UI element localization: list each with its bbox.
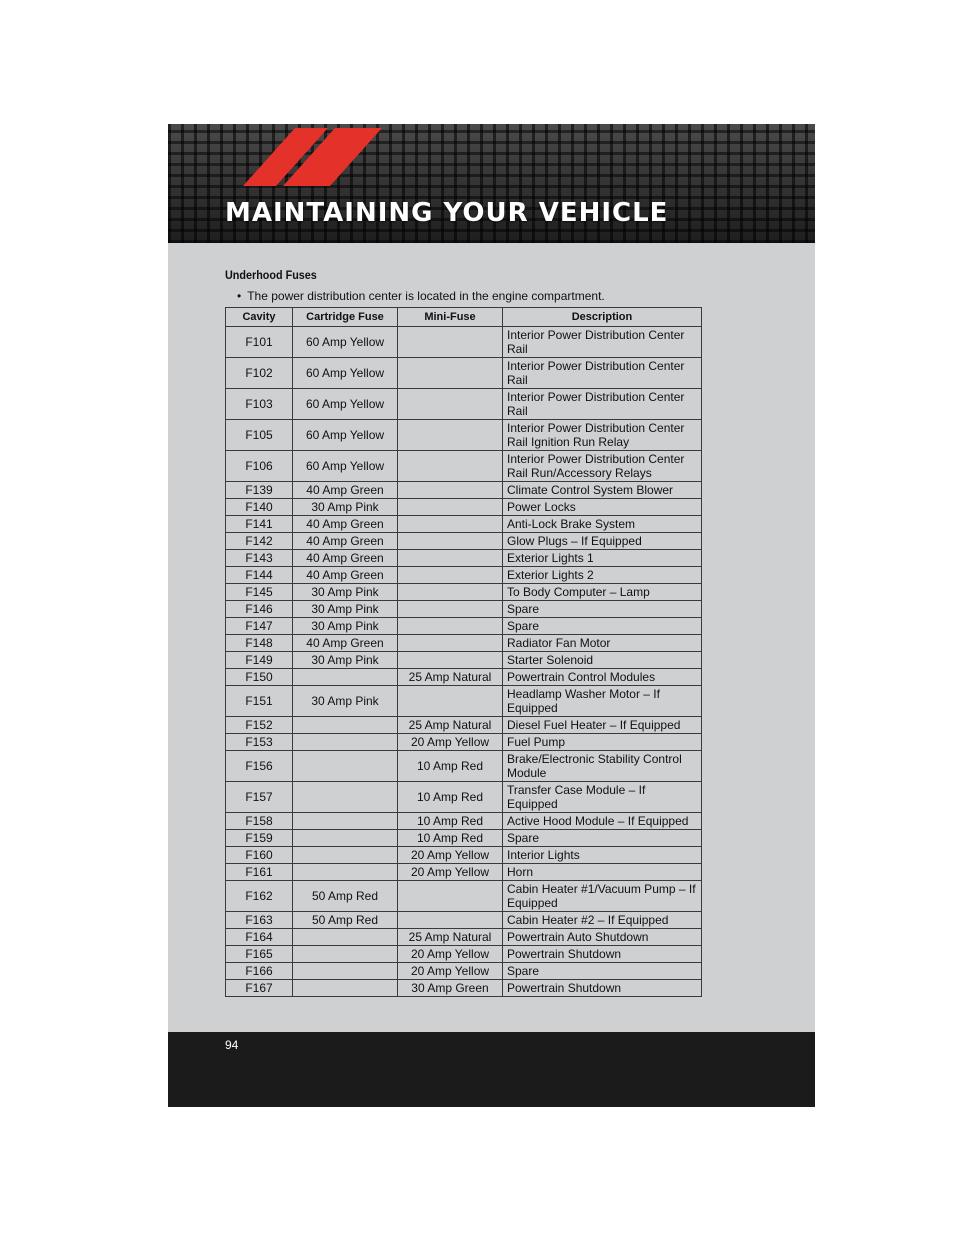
cell-cavity: F141 (226, 516, 293, 533)
cell-cartridge-fuse: 50 Amp Red (293, 881, 398, 912)
table-row (226, 420, 702, 451)
cell-cavity: F163 (226, 912, 293, 929)
table-row (226, 717, 702, 734)
cell-description: Power Locks (503, 499, 702, 516)
cell-cartridge-fuse (293, 864, 398, 881)
cell-description: Spare (503, 830, 702, 847)
cell-cartridge-fuse: 40 Amp Green (293, 567, 398, 584)
cell-description: To Body Computer – Lamp (503, 584, 702, 601)
cell-description: Brake/Electronic Stability Control Module (503, 751, 702, 782)
cell-cavity: F157 (226, 782, 293, 813)
cell-description: Powertrain Auto Shutdown (503, 929, 702, 946)
cell-cartridge-fuse: 50 Amp Red (293, 912, 398, 929)
cell-description: Spare (503, 601, 702, 618)
cell-description: Spare (503, 618, 702, 635)
table-row (226, 980, 702, 997)
bullet-text: The power distribution center is located in the engine compartment. (247, 289, 605, 303)
cell-description: Starter Solenoid (503, 652, 702, 669)
cell-mini-fuse: 20 Amp Yellow (398, 734, 503, 751)
cell-cavity: F158 (226, 813, 293, 830)
cell-cavity: F146 (226, 601, 293, 618)
cell-description: Diesel Fuel Heater – If Equipped (503, 717, 702, 734)
cell-description: Cabin Heater #1/Vacuum Pump – If Equipped (503, 881, 702, 912)
table-row (226, 751, 702, 782)
table-row (226, 946, 702, 963)
underhood-fuse-table (225, 307, 702, 997)
cell-cartridge-fuse: 60 Amp Yellow (293, 389, 398, 420)
table-row (226, 482, 702, 499)
cell-description: Headlamp Washer Motor – If Equipped (503, 686, 702, 717)
table-row (226, 389, 702, 420)
cell-cavity: F150 (226, 669, 293, 686)
cell-description: Powertrain Control Modules (503, 669, 702, 686)
table-row (226, 782, 702, 813)
cell-cavity: F166 (226, 963, 293, 980)
cell-description: Interior Power Distribution Center Rail (503, 389, 702, 420)
cell-description: Fuel Pump (503, 734, 702, 751)
cell-cartridge-fuse (293, 963, 398, 980)
table-row (226, 963, 702, 980)
table-row (226, 881, 702, 912)
cell-cartridge-fuse: 60 Amp Yellow (293, 358, 398, 389)
table-row (226, 499, 702, 516)
cell-description: Anti-Lock Brake System (503, 516, 702, 533)
column-header-cartridge-fuse: Cartridge Fuse (293, 308, 398, 327)
cell-cavity: F142 (226, 533, 293, 550)
cell-description: Interior Power Distribution Center Rail (503, 358, 702, 389)
cell-description: Interior Power Distribution Center Rail Run/Accessory Relays (503, 451, 702, 482)
cell-mini-fuse (398, 533, 503, 550)
cell-mini-fuse: 10 Amp Red (398, 751, 503, 782)
table-row (226, 813, 702, 830)
cell-cartridge-fuse: 30 Amp Pink (293, 686, 398, 717)
cell-mini-fuse: 20 Amp Yellow (398, 847, 503, 864)
cell-mini-fuse (398, 327, 503, 358)
cell-cartridge-fuse (293, 980, 398, 997)
cell-cartridge-fuse: 30 Amp Pink (293, 584, 398, 601)
table-row (226, 451, 702, 482)
cell-description: Glow Plugs – If Equipped (503, 533, 702, 550)
cell-cavity: F161 (226, 864, 293, 881)
cell-mini-fuse (398, 550, 503, 567)
cell-description: Cabin Heater #2 – If Equipped (503, 912, 702, 929)
cell-cavity: F162 (226, 881, 293, 912)
cell-cartridge-fuse: 30 Amp Pink (293, 652, 398, 669)
cell-mini-fuse (398, 482, 503, 499)
cell-mini-fuse (398, 358, 503, 389)
column-header-cavity: Cavity (226, 308, 293, 327)
cell-cartridge-fuse: 60 Amp Yellow (293, 451, 398, 482)
table-row (226, 550, 702, 567)
cell-cartridge-fuse: 40 Amp Green (293, 635, 398, 652)
cell-mini-fuse: 30 Amp Green (398, 980, 503, 997)
cell-cavity: F152 (226, 717, 293, 734)
cell-cartridge-fuse (293, 717, 398, 734)
cell-mini-fuse: 25 Amp Natural (398, 669, 503, 686)
cell-description: Interior Lights (503, 847, 702, 864)
chapter-header-banner (168, 124, 815, 243)
cell-mini-fuse: 20 Amp Yellow (398, 963, 503, 980)
table-header-row (226, 308, 702, 327)
cell-cartridge-fuse (293, 929, 398, 946)
cell-mini-fuse (398, 618, 503, 635)
cell-cavity: F103 (226, 389, 293, 420)
chapter-title: MAINTAINING YOUR VEHICLE (225, 198, 669, 228)
cell-description: Active Hood Module – If Equipped (503, 813, 702, 830)
cell-mini-fuse: 10 Amp Red (398, 813, 503, 830)
cell-cartridge-fuse: 30 Amp Pink (293, 601, 398, 618)
racing-stripes-logo (168, 124, 408, 194)
cell-cartridge-fuse (293, 782, 398, 813)
cell-mini-fuse (398, 499, 503, 516)
cell-description: Exterior Lights 2 (503, 567, 702, 584)
table-row (226, 847, 702, 864)
cell-mini-fuse (398, 686, 503, 717)
cell-description: Exterior Lights 1 (503, 550, 702, 567)
cell-description: Interior Power Distribution Center Rail Ignition Run Relay (503, 420, 702, 451)
cell-cavity: F140 (226, 499, 293, 516)
cell-cavity: F106 (226, 451, 293, 482)
cell-description: Climate Control System Blower (503, 482, 702, 499)
cell-cartridge-fuse (293, 669, 398, 686)
table-row (226, 864, 702, 881)
cell-cavity: F149 (226, 652, 293, 669)
table-row (226, 669, 702, 686)
table-row (226, 912, 702, 929)
cell-cavity: F102 (226, 358, 293, 389)
cell-cartridge-fuse (293, 734, 398, 751)
section-title: Underhood Fuses (225, 268, 317, 282)
cell-mini-fuse (398, 516, 503, 533)
cell-cavity: F147 (226, 618, 293, 635)
cell-cartridge-fuse: 60 Amp Yellow (293, 420, 398, 451)
cell-cavity: F105 (226, 420, 293, 451)
cell-mini-fuse (398, 451, 503, 482)
cell-mini-fuse (398, 389, 503, 420)
table-row (226, 618, 702, 635)
cell-cartridge-fuse (293, 751, 398, 782)
cell-mini-fuse: 25 Amp Natural (398, 929, 503, 946)
cell-cartridge-fuse: 40 Amp Green (293, 516, 398, 533)
cell-mini-fuse (398, 601, 503, 618)
cell-cartridge-fuse (293, 946, 398, 963)
cell-cartridge-fuse: 40 Amp Green (293, 550, 398, 567)
cell-mini-fuse (398, 584, 503, 601)
column-header-description: Description (503, 308, 702, 327)
cell-cavity: F144 (226, 567, 293, 584)
cell-description: Transfer Case Module – If Equipped (503, 782, 702, 813)
cell-cartridge-fuse: 30 Amp Pink (293, 618, 398, 635)
table-row (226, 533, 702, 550)
cell-mini-fuse: 10 Amp Red (398, 782, 503, 813)
cell-cartridge-fuse: 60 Amp Yellow (293, 327, 398, 358)
cell-description: Horn (503, 864, 702, 881)
bullet-dot-icon: • (237, 289, 242, 303)
cell-mini-fuse: 20 Amp Yellow (398, 864, 503, 881)
table-row (226, 652, 702, 669)
cell-description: Powertrain Shutdown (503, 980, 702, 997)
cell-mini-fuse: 25 Amp Natural (398, 717, 503, 734)
bullet-item (237, 289, 605, 303)
cell-mini-fuse (398, 912, 503, 929)
cell-cavity: F101 (226, 327, 293, 358)
table-body (226, 327, 702, 997)
cell-description: Radiator Fan Motor (503, 635, 702, 652)
cell-cavity: F160 (226, 847, 293, 864)
cell-mini-fuse (398, 635, 503, 652)
cell-cavity: F165 (226, 946, 293, 963)
manual-page (168, 124, 815, 1107)
table-row (226, 635, 702, 652)
page-footer (168, 1032, 815, 1107)
column-header-mini-fuse: Mini-Fuse (398, 308, 503, 327)
table-row (226, 358, 702, 389)
table-row (226, 567, 702, 584)
table-row (226, 686, 702, 717)
cell-description: Spare (503, 963, 702, 980)
cell-cavity: F164 (226, 929, 293, 946)
cell-mini-fuse: 20 Amp Yellow (398, 946, 503, 963)
cell-cartridge-fuse: 40 Amp Green (293, 533, 398, 550)
cell-cavity: F153 (226, 734, 293, 751)
cell-cavity: F145 (226, 584, 293, 601)
cell-cavity: F167 (226, 980, 293, 997)
cell-cartridge-fuse: 30 Amp Pink (293, 499, 398, 516)
cell-cavity: F151 (226, 686, 293, 717)
cell-cavity: F156 (226, 751, 293, 782)
table-row (226, 830, 702, 847)
cell-description: Interior Power Distribution Center Rail (503, 327, 702, 358)
cell-cartridge-fuse (293, 830, 398, 847)
cell-mini-fuse: 10 Amp Red (398, 830, 503, 847)
table-row (226, 516, 702, 533)
cell-cartridge-fuse (293, 813, 398, 830)
cell-mini-fuse (398, 881, 503, 912)
table-row (226, 734, 702, 751)
cell-mini-fuse (398, 652, 503, 669)
table-row (226, 601, 702, 618)
cell-cavity: F143 (226, 550, 293, 567)
cell-mini-fuse (398, 567, 503, 584)
cell-cartridge-fuse (293, 847, 398, 864)
table-row (226, 327, 702, 358)
cell-description: Powertrain Shutdown (503, 946, 702, 963)
cell-cartridge-fuse: 40 Amp Green (293, 482, 398, 499)
table-row (226, 584, 702, 601)
table-row (226, 929, 702, 946)
cell-cavity: F159 (226, 830, 293, 847)
page-number: 94 (225, 1038, 239, 1052)
cell-cavity: F148 (226, 635, 293, 652)
cell-cavity: F139 (226, 482, 293, 499)
cell-mini-fuse (398, 420, 503, 451)
